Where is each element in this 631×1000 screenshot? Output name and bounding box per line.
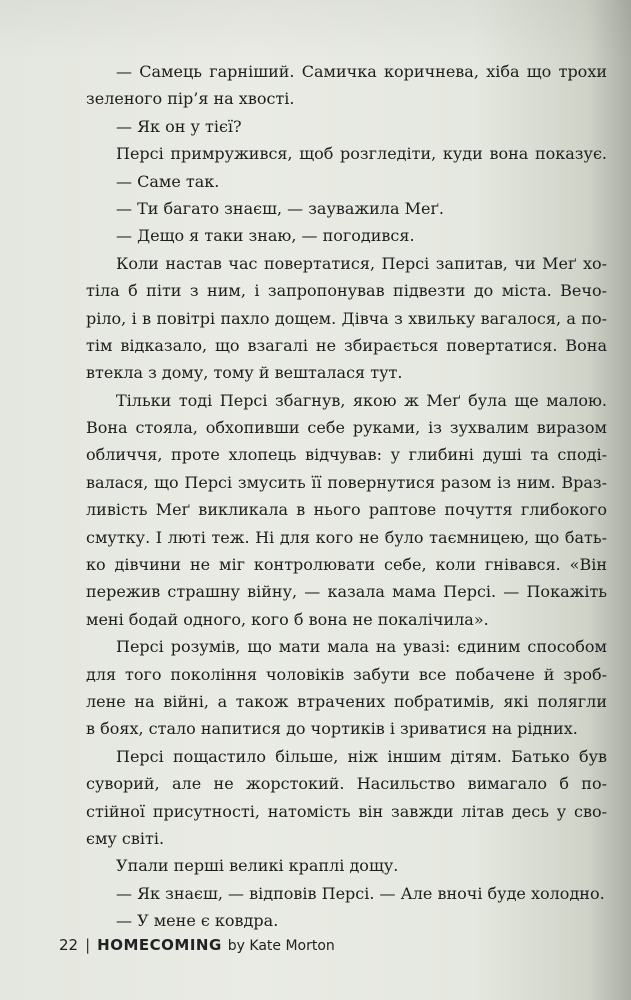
text-line: валася, що Персі змусить її повернутися разом із ним. Враз- — [86, 472, 607, 492]
text-line: Персі розумів, що мати мала на увазі: єдиним способом — [116, 637, 607, 657]
text-line: пережив страшну війну, — казала мама Персі. — Покажіть — [86, 582, 607, 602]
text-line: втекла з дому, тому й вешталася тут. — [86, 363, 403, 383]
text-line: ко дівчини не міг контролювати себе, коли гнівався. «Він — [86, 555, 607, 575]
book-title: HOMECOMING — [97, 936, 222, 954]
text-line: — Ти багато знаєш, — зауважила Меґ. — [116, 198, 444, 218]
text-line: — Самець гарніший. Самичка коричнева, хіба що трохи — [116, 62, 607, 81]
text-line: Тільки тоді Персі збагнув, якою ж Меґ була ще малою. — [116, 390, 607, 410]
text-line: для того покоління чоловіків забути все побачене й зроб- — [86, 664, 607, 684]
text-line: зеленого пір’я на хвості. — [86, 89, 295, 109]
page-footer — [59, 936, 335, 954]
text-line: ливість Меґ викликала в нього раптове почуття глибокого — [86, 500, 607, 520]
text-line: тіла б піти з ним, і запропонував підвезти до міста. Вечо- — [86, 281, 607, 301]
text-line: суворий, але не жорстокий. Насильство вимагало б по- — [86, 774, 607, 794]
text-line: стійної присутності, натомість він завжди літав десь у сво- — [86, 801, 607, 821]
text-line: — У мене є ковдра. — [116, 911, 279, 931]
text-line: єму світі. — [86, 828, 165, 848]
text-line: тім відказало, що взагалі не збирається повертатися. Вона — [86, 335, 607, 355]
text-line: Персі примружився, щоб розгледіти, куди вона показує. — [116, 144, 607, 164]
text-line: лене на війні, а також втрачених побратимів, які полягли — [86, 691, 607, 711]
footer-separator: | — [85, 936, 91, 954]
text-line: Персі пощастило більше, ніж іншим дітям. Батько був — [116, 746, 607, 766]
text-line: — Саме так. — [116, 171, 220, 191]
text-line: Упали перші великі краплі дощу. — [116, 856, 399, 876]
text-line: Вона стояла, обхопивши себе руками, із зухвалим виразом — [86, 418, 607, 438]
text-line: мені бодай одного, кого б вона не покалічила». — [86, 609, 489, 629]
text-line: Коли настав час повертатися, Персі запитав, чи Меґ хо- — [116, 253, 607, 273]
text-line: — Як знаєш, — відповів Персі. — Але вночі буде холодно. — [116, 883, 605, 903]
text-line: — Дещо я таки знаю, — погодився. — [116, 226, 415, 246]
text-line: — Як он у тієї? — [116, 116, 242, 136]
text-line: в боях, стало напитися до чортиків і зриватися на рідних. — [86, 719, 578, 739]
page-number: 22 — [59, 936, 79, 954]
body-text — [86, 58, 607, 935]
text-line: ріло, і в повітрі пахло дощем. Дівча з хвильку вагалося, а по- — [86, 308, 607, 328]
text-line: смутку. І люті теж. Ні для кого не було таємницею, що бать- — [86, 527, 607, 547]
author-byline: by Kate Morton — [227, 938, 335, 954]
text-line: обличчя, проте хлопець відчував: у глибині душі та сподi- — [86, 445, 607, 465]
page-shadow — [0, 0, 631, 60]
